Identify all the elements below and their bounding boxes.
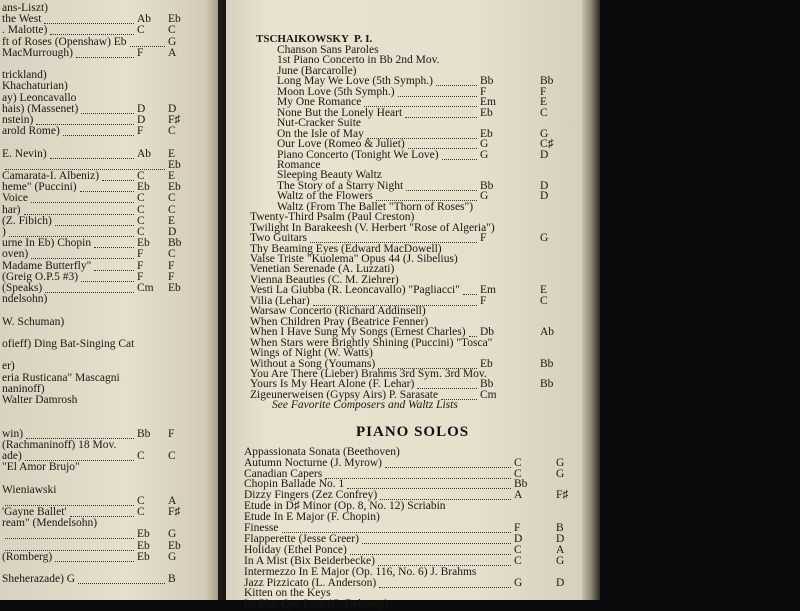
- entry-title: When I Have Sung My Songs (Ernest Charles): [250, 326, 466, 339]
- key-signature: C: [137, 450, 145, 462]
- entry-title: Jazz Pizzicato (L. Anderson): [244, 576, 377, 589]
- key-signature: Eb: [168, 181, 181, 194]
- entry-title: W. Schuman): [2, 315, 65, 328]
- entry-title: Appassionata Sonata (Beethoven): [244, 445, 400, 458]
- key-signature: D: [540, 179, 549, 192]
- key-signature: Bb: [168, 237, 182, 250]
- key-signature: C: [137, 226, 145, 238]
- leader-dots: [76, 57, 134, 58]
- entry-title: E. Nevin): [2, 147, 47, 160]
- entry-title: ay) Leoncavallo: [2, 91, 77, 104]
- entry-title: My One Romance: [277, 96, 362, 109]
- key-signature: Bb: [480, 378, 494, 391]
- leader-dots: [405, 117, 477, 118]
- key-signature: D: [168, 226, 177, 238]
- leader-dots: [463, 294, 477, 295]
- entry-title: (Z. Fibich): [2, 214, 52, 227]
- entry-title: (Speaks): [2, 282, 43, 294]
- entry-title: ft of Roses (Openshaw) Eb: [2, 35, 127, 48]
- entry-title: ans-Liszt): [2, 2, 48, 14]
- entry-title: Without a Song (Youmans): [250, 357, 376, 370]
- list-item: [2, 551, 52, 564]
- entry-title: Sleeping Beauty Waltz: [277, 169, 382, 182]
- key-signature: Eb: [480, 127, 493, 140]
- key-signature: C: [514, 543, 522, 556]
- entry-title: Thy Beaming Eyes (Edward MacDowell): [250, 242, 442, 255]
- entry-title: Nut-Cracker Suite: [277, 117, 361, 130]
- entry-title: the West: [2, 13, 42, 26]
- section-heading-piano-solos: PIANO SOLOS: [356, 423, 470, 440]
- key-signature: F: [480, 232, 487, 245]
- entry-title: . Malotte): [2, 24, 48, 37]
- key-signature: Db: [480, 326, 495, 339]
- key-signature: D: [514, 532, 523, 545]
- key-signature: Cm: [480, 388, 497, 401]
- key-signature: Eb: [480, 357, 493, 370]
- key-signature: C: [168, 192, 176, 205]
- leader-dots: [55, 561, 134, 562]
- list-item: [2, 338, 134, 351]
- entry-title: Camarata-I. Albeniz): [2, 170, 100, 182]
- key-signature: C: [137, 506, 145, 518]
- leader-dots: [94, 270, 134, 271]
- key-signature: F: [540, 85, 547, 98]
- leader-dots: [78, 583, 165, 584]
- key-signature: C♯: [540, 138, 554, 151]
- list-item: [244, 598, 388, 611]
- key-signature: Ab: [540, 326, 555, 339]
- entry-title: Vilia (Lehar): [250, 294, 310, 307]
- key-signature: C: [514, 467, 522, 480]
- key-signature: Eb: [168, 282, 181, 294]
- key-signature: D: [168, 102, 177, 115]
- leader-dots: [442, 159, 477, 160]
- key-signature: F: [514, 522, 521, 535]
- leader-dots: [130, 46, 165, 47]
- key-signature: E: [168, 214, 176, 227]
- leader-dots: [5, 538, 134, 539]
- key-signature: Eb: [168, 539, 181, 552]
- entry-title: Waltz (From The Ballet "Thorn of Roses"): [277, 200, 474, 213]
- key-signature: G: [168, 528, 177, 541]
- entry-title: Dizzy Fingers (Zez Confrey): [244, 489, 378, 502]
- entry-title: When Children Pray (Beatrice Fenner): [250, 315, 429, 328]
- key-signature: G: [556, 554, 565, 567]
- entry-title: Zigeunerweisen (Gypsy Airs) P. Sarasate: [250, 388, 439, 401]
- list-item: [2, 148, 47, 161]
- key-signature: G: [540, 232, 549, 245]
- key-signature: C: [137, 24, 145, 37]
- key-signature: D: [137, 102, 146, 115]
- entry-title: Finesse: [244, 522, 279, 535]
- key-signature: B: [556, 522, 564, 535]
- entry-title: MacMurrough): [2, 46, 73, 59]
- leader-dots: [436, 85, 477, 86]
- key-signature: G: [480, 148, 489, 161]
- key-signature: E: [168, 147, 176, 160]
- leader-dots: [44, 23, 134, 24]
- entry-title: win): [2, 427, 24, 440]
- key-signature: Ab: [137, 147, 152, 160]
- entry-title: (Greig O.P.5 #3): [2, 270, 79, 283]
- entry-title: Twilight In Barakeesh (V. Herbert "Rose of Algeria"): [250, 221, 495, 234]
- right-page: [226, 0, 584, 611]
- key-signature: F: [137, 259, 144, 272]
- list-item: [2, 573, 75, 586]
- key-signature: A: [514, 489, 523, 502]
- entry-title: Our Love (Romeo & Juliet): [277, 138, 405, 151]
- entry-title: har): [2, 203, 21, 216]
- entry-title: When Stars were Brightly Shining (Puccini) "Tosca": [250, 336, 493, 349]
- leader-dots: [31, 202, 134, 203]
- leader-dots: [385, 467, 511, 468]
- entry-title: Waltz of the Flowers: [277, 190, 373, 203]
- key-signature: Eb: [137, 539, 150, 552]
- entry-title: Twenty-Third Psalm (Paul Creston): [250, 211, 415, 224]
- key-signature: C: [137, 203, 145, 216]
- entry-title: Walter Damrosh: [2, 394, 78, 406]
- key-signature: D: [540, 148, 549, 161]
- entry-title: oven): [2, 248, 29, 261]
- key-signature: E: [540, 284, 548, 297]
- entry-title: You Are There (Lieber) Brahms 3rd Sym. 3rd Mov.: [250, 367, 487, 380]
- key-signature: G: [480, 138, 489, 151]
- list-item: [2, 484, 56, 497]
- entry-title: Piano Concerto (Tonight We Love): [277, 148, 439, 161]
- entry-title: On the Isle of May: [277, 127, 364, 140]
- entry-title: Chopin Ballade No. 1: [244, 478, 345, 491]
- entry-title: Kitten on the Keys: [244, 587, 331, 600]
- key-signature: G: [556, 456, 565, 469]
- key-signature: F: [137, 270, 144, 283]
- entry-title: Wieniawski: [2, 483, 57, 496]
- key-signature: C: [514, 456, 522, 469]
- entry-title: Madame Butterfly": [2, 259, 92, 272]
- entry-title: urne In Eb) Chopin: [2, 237, 92, 250]
- key-signature: G: [540, 127, 549, 140]
- entry-title: Flapperette (Jesse Greer): [244, 532, 359, 545]
- entry-title: Warsaw Concerto (Richard Addinsell): [250, 305, 426, 318]
- entry-title: Sheherazade) G: [2, 573, 76, 586]
- key-signature: F: [168, 427, 175, 440]
- key-signature: Em: [480, 96, 496, 109]
- entry-title: Chanson Sans Paroles: [277, 44, 379, 56]
- leader-dots: [102, 180, 134, 181]
- entry-title: Canadian Capers: [244, 467, 323, 480]
- key-signature: A: [168, 494, 177, 507]
- entry-title: er): [2, 360, 15, 373]
- entry-title: (Romberg): [2, 550, 53, 563]
- leader-dots: [362, 543, 511, 544]
- key-signature: C: [540, 106, 548, 119]
- entry-title: Vienna Beauties (C. M. Ziehrer): [250, 273, 399, 286]
- key-signature: Bb: [480, 75, 494, 88]
- list-item: [272, 399, 458, 412]
- key-signature: Ab: [137, 13, 152, 26]
- leader-dots: [63, 135, 134, 136]
- entry-title: heme" (Puccini): [2, 181, 77, 194]
- entry-title: (Rachmaninoff) 18 Mov.: [2, 438, 117, 451]
- key-signature: Bb: [540, 378, 554, 391]
- key-signature: Eb: [137, 237, 150, 250]
- entry-title: arold Rome): [2, 125, 60, 138]
- key-signature: C: [137, 170, 145, 182]
- entry-title: Holiday (Ethel Ponce): [244, 543, 347, 556]
- list-item: [2, 125, 60, 138]
- key-signature: G: [168, 35, 177, 48]
- list-item: [2, 394, 77, 407]
- key-signature: Bb: [514, 478, 528, 491]
- entry-title: ofieff) Ding Bat-Singing Cat: [2, 338, 135, 350]
- leader-dots: [55, 225, 134, 226]
- key-signature: Eb: [480, 106, 493, 119]
- list-item: [2, 517, 97, 530]
- key-signature: G: [480, 190, 489, 203]
- leader-dots: [80, 191, 134, 192]
- leader-dots: [398, 96, 477, 97]
- leader-dots: [81, 113, 134, 114]
- key-signature: Eb: [137, 528, 150, 541]
- entry-title: Long May We Love (5th Symph.): [277, 75, 434, 88]
- list-item: [2, 215, 52, 228]
- key-signature: C: [137, 214, 145, 227]
- entry-title: Wings of Night (W. Watts): [250, 347, 373, 360]
- key-signature: Eb: [168, 158, 181, 171]
- key-signature: A: [556, 543, 565, 556]
- entry-title: Khachaturian): [2, 80, 68, 93]
- key-signature: F: [480, 294, 487, 307]
- entry-title: Venetian Serenade (A. Luzzati): [250, 263, 395, 276]
- entry-title: trickland): [2, 69, 47, 82]
- entry-title: 1st Piano Concerto in Bb 2nd Mov.: [277, 54, 440, 67]
- key-signature: C: [514, 554, 522, 567]
- key-signature: C: [540, 294, 548, 307]
- leader-dots: [45, 292, 134, 293]
- leader-dots: [94, 247, 134, 248]
- list-item: [2, 293, 47, 306]
- entry-title: Moon Love (5th Symph.): [277, 85, 395, 98]
- key-signature: Eb: [168, 13, 181, 26]
- list-item: [2, 316, 64, 329]
- key-signature: E: [540, 96, 548, 109]
- key-signature: C: [137, 192, 145, 205]
- page-edge: [582, 0, 600, 600]
- entry-title: Two Guitars: [250, 232, 308, 245]
- entry-title: ndelsohn): [2, 293, 48, 306]
- entry-title: eria Rusticana" Mascagni: [2, 371, 120, 384]
- key-signature: C: [168, 24, 176, 37]
- entry-title: ream" (Mendelsohn): [2, 517, 98, 530]
- list-item: [2, 47, 73, 60]
- entry-title: "El Amor Brujo": [2, 461, 80, 474]
- entry-title: Autumn Nocturne (J. Myrow): [244, 456, 382, 469]
- key-signature: F: [137, 46, 144, 59]
- entry-title: The Story of a Starry Night: [277, 179, 404, 192]
- key-signature: Bb: [480, 179, 494, 192]
- key-signature: C: [168, 450, 176, 462]
- leader-dots: [81, 281, 134, 282]
- entry-title: Etude in D♯ Minor (Op. 8, No. 12) Scriabin: [244, 500, 446, 513]
- key-signature: G: [514, 576, 523, 589]
- entry-title: nstein): [2, 114, 34, 126]
- key-signature: D: [540, 190, 549, 203]
- leader-dots: [325, 478, 511, 479]
- entry-title: naninoff): [2, 382, 45, 395]
- entry-title: 'Gayne Ballet': [2, 506, 67, 518]
- key-signature: E: [168, 170, 176, 182]
- key-signature: F: [137, 125, 144, 138]
- key-signature: Eb: [137, 550, 150, 563]
- key-signature: D: [556, 576, 565, 589]
- entry-title: Romance: [277, 158, 321, 171]
- key-signature: F: [168, 259, 175, 272]
- composer-heading: TSCHAIKOWSKY P. I.: [256, 33, 373, 45]
- key-signature: C: [137, 494, 145, 507]
- key-signature: Eb: [137, 181, 150, 194]
- entry-title: Intermezzo In E Major (Op. 116, No. 6) J. Brahms: [244, 565, 477, 578]
- entry-title: hais) (Massenet): [2, 102, 79, 115]
- key-signature: Bb: [540, 357, 554, 370]
- key-signature: G: [556, 467, 565, 480]
- entry-title: ): [2, 226, 6, 238]
- entry-title: Le Plus Que Lent (C. Debussy): [244, 598, 389, 611]
- entry-title: None But the Lonely Heart: [277, 106, 403, 119]
- leader-dots: [379, 587, 511, 588]
- entry-title: In A Mist (Bix Beiderbecke): [244, 554, 375, 567]
- key-signature: F: [480, 85, 487, 98]
- key-signature: D: [137, 114, 146, 126]
- key-signature: G: [168, 550, 177, 563]
- key-signature: Bb: [137, 427, 151, 440]
- key-signature: C: [168, 203, 176, 216]
- key-signature: Cm: [137, 282, 154, 294]
- entry-title: Valse Triste "Kuolema" Opus 44 (J. Sibelius): [250, 253, 458, 265]
- key-signature: F♯: [556, 489, 569, 502]
- key-signature: D: [556, 532, 565, 545]
- key-signature: F: [168, 270, 175, 283]
- key-signature: Bb: [540, 75, 554, 88]
- entry-title: Etude In E Major (F. Chopin): [244, 511, 380, 524]
- key-signature: F♯: [168, 506, 181, 518]
- list-item: [2, 461, 80, 474]
- entry-title: Vesti La Giubba (R. Leoncavallo) "Pagliacci": [250, 284, 460, 297]
- entry-title: See Favorite Composers and Waltz Lists: [272, 399, 458, 412]
- leader-dots: [50, 158, 134, 159]
- key-signature: C: [168, 125, 176, 138]
- left-page: [0, 0, 218, 600]
- key-signature: C: [168, 248, 176, 261]
- key-signature: F: [137, 248, 144, 261]
- entry-title: Yours Is My Heart Alone (F. Lehar): [250, 378, 415, 391]
- entry-title: Voice: [2, 192, 28, 205]
- entry-title: ade): [2, 450, 22, 462]
- entry-title: June (Barcarolle): [277, 64, 357, 77]
- key-signature: B: [168, 573, 176, 586]
- key-signature: Em: [480, 284, 496, 297]
- key-signature: A: [168, 46, 177, 59]
- key-signature: F♯: [168, 114, 181, 126]
- leader-dots: [406, 190, 477, 191]
